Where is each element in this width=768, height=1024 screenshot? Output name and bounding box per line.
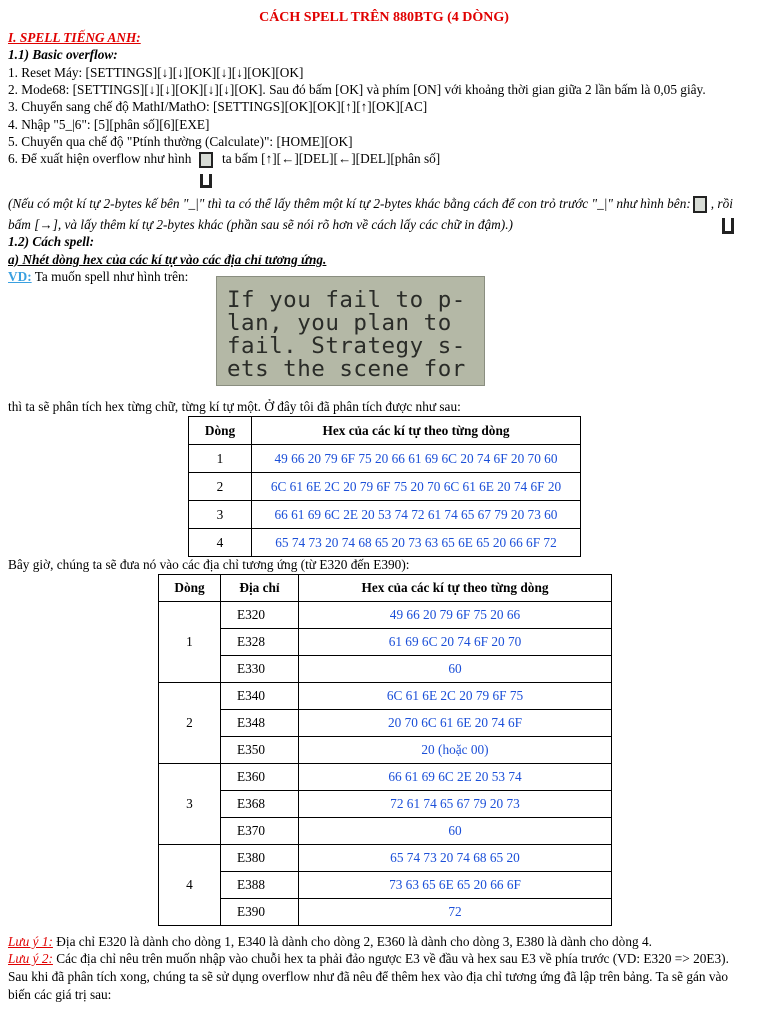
table-cell-dong: 2 (189, 473, 252, 501)
lcd-line-3: fail. Strategy s- (227, 333, 466, 359)
table-cell-hex: 65 74 73 20 74 68 65 20 (299, 845, 612, 872)
table-cell-address: E360 (221, 764, 299, 791)
table-row (189, 445, 581, 473)
note-line-2 (8, 216, 760, 233)
table-row (159, 737, 612, 764)
basic-overflow-heading: 1.1) Basic overflow: (8, 47, 118, 63)
table-header-hex: Hex của các kí tự theo từng dòng (252, 417, 581, 445)
table-header-address: Địa chỉ (221, 575, 299, 602)
table-row (159, 764, 612, 791)
note-2-text: Các địa chỉ nêu trên muốn nhập vào chuỗi hex ta phải đảo ngược E3 về đầu và hex sau E3 về phía trước (VD: E320 => 20E3). (56, 951, 729, 966)
cursor-box-icon (691, 194, 711, 216)
note-1-text: Địa chỉ E320 là dành cho dòng 1, E340 là dành cho dòng 2, E360 là dành cho dòng 3, E380 là dành cho dòng 4. (56, 934, 652, 949)
table-cell-hex: 60 (299, 656, 612, 683)
table-cell-hex: 20 (hoặc 00) (299, 737, 612, 764)
table-cell-address: E330 (221, 656, 299, 683)
table-row (159, 710, 612, 737)
table-cell-hex: 72 (299, 899, 612, 926)
table-cell-address: E350 (221, 737, 299, 764)
lcd-line-2: lan, you plan to (227, 310, 466, 336)
table-cell-hex: 72 61 74 65 67 79 20 73 (299, 791, 612, 818)
table-header-row (159, 575, 612, 602)
step-5: 5. Chuyển qua chế độ "Ptính thường (Calculate)": [HOME][OK] (8, 133, 353, 149)
table-cell-address: E320 (221, 602, 299, 629)
fraction-glyph-icon (719, 216, 739, 238)
final-text-1: Sau khi đã phân tích xong, chúng ta sẽ sử dụng overflow như đã nêu để thêm hex vào địa chỉ tương ứng đã lập trên bảng. Ta sẽ gán vào (8, 969, 729, 984)
table-row (159, 602, 612, 629)
table-cell-address: E380 (221, 845, 299, 872)
note-2-label: Lưu ý 2: (8, 951, 53, 966)
table-cell-dong: 2 (159, 683, 221, 764)
table-cell-address: E390 (221, 899, 299, 926)
table-cell-dong: 4 (189, 529, 252, 557)
table-row (159, 683, 612, 710)
step-6-text-after: ta bấm [↑][←][DEL][←][DEL][phân số] (222, 151, 441, 167)
table-cell-dong: 3 (159, 764, 221, 845)
step-4: 4. Nhập "5_|6": [5][phân số][6][EXE] (8, 116, 210, 132)
table-row (159, 899, 612, 926)
table-row (159, 791, 612, 818)
table-cell-hex: 49 66 20 79 6F 75 20 66 61 69 6C 20 74 6F 20 70 60 (252, 445, 581, 473)
table-cell-hex: 66 61 69 6C 2E 20 53 74 (299, 764, 612, 791)
table-cell-hex: 66 61 69 6C 2E 20 53 74 72 61 74 65 67 79 20 73 60 (252, 501, 581, 529)
table-cell-address: E388 (221, 872, 299, 899)
note-1 (8, 933, 652, 950)
address-hex-table (158, 574, 612, 926)
table-row (159, 872, 612, 899)
table-cell-hex: 73 63 65 6E 65 20 66 6F (299, 872, 612, 899)
table-cell-address: E328 (221, 629, 299, 656)
table-cell-hex: 6C 61 6E 2C 20 79 6F 75 (299, 683, 612, 710)
table-header-dong: Dòng (159, 575, 221, 602)
calculator-lcd-screenshot (216, 276, 485, 386)
lcd-line-4: ets the scene for (227, 356, 466, 382)
table-cell-dong: 1 (189, 445, 252, 473)
table-cell-dong: 1 (159, 602, 221, 683)
table-row (159, 845, 612, 872)
section-heading: I. SPELL TIẾNG ANH: (8, 30, 141, 46)
page-title: CÁCH SPELL TRÊN 880BTG (4 DÒNG) (259, 10, 509, 25)
step-6-text-before: 6. Để xuất hiện overflow như hình (8, 151, 192, 167)
step-2: 2. Mode68: [SETTINGS][↓][↓][OK][↓][↓][OK]. Sau đó bấm [OK] và phím [ON] với khoảng thời gian giữa 2 lần bấm là 0,05 giây. (8, 82, 706, 98)
step-6 (8, 150, 760, 194)
table-cell-hex: 65 74 73 20 74 68 65 20 73 63 65 6E 65 20 66 6F 72 (252, 529, 581, 557)
sub-heading-a: a) Nhét dòng hex của các kí tự vào các địa chỉ tương ứng. (8, 251, 327, 267)
step-1: 1. Reset Máy: [SETTINGS][↓][↓][OK][↓][↓][OK][OK] (8, 64, 304, 80)
overflow-glyph-icon (197, 150, 217, 192)
table-cell-hex: 61 69 6C 20 74 6F 20 70 (299, 629, 612, 656)
table-cell-hex: 60 (299, 818, 612, 845)
vd-text: Ta muốn spell như hình trên: (34, 269, 189, 284)
table-cell-hex: 49 66 20 79 6F 75 20 66 (299, 602, 612, 629)
intro-address-text: Bây giờ, chúng ta sẽ đưa nó vào các địa chỉ tương ứng (từ E320 đến E390): (8, 557, 410, 572)
cach-spell-heading: 1.2) Cách spell: (8, 234, 95, 250)
table-row (159, 629, 612, 656)
table-row (189, 501, 581, 529)
table-cell-dong: 3 (189, 501, 252, 529)
hex-by-line-table (188, 416, 581, 557)
lcd-line-1: If you fail to p- (227, 287, 466, 313)
table-row (159, 818, 612, 845)
note-text-1: (Nếu có một kí tự 2-bytes kế bên "_|" thì ta có thể lấy thêm một kí tự 2-bytes khác bằng cách để con trỏ trước "_|" như hình bên: (8, 196, 691, 212)
table-cell-address: E370 (221, 818, 299, 845)
note-line-1 (8, 194, 760, 216)
step-3: 3. Chuyển sang chế độ MathI/MathO: [SETTINGS][OK][OK][↑][↑][OK][AC] (8, 99, 428, 115)
table-cell-dong: 4 (159, 845, 221, 926)
table-row (189, 529, 581, 557)
table-cell-address: E368 (221, 791, 299, 818)
note-1-label: Lưu ý 1: (8, 934, 53, 949)
table-header-row (189, 417, 581, 445)
table-cell-address: E348 (221, 710, 299, 737)
table-header-dong: Dòng (189, 417, 252, 445)
vd-label: VD: (8, 269, 32, 284)
table-header-hex: Hex của các kí tự theo từng dòng (299, 575, 612, 602)
note-2 (8, 950, 729, 967)
table-row (189, 473, 581, 501)
analysis-text: thì ta sẽ phân tích hex từng chữ, từng kí tự một. Ở đây tôi đã phân tích được như sau: (8, 399, 461, 414)
final-text-2: biến các giá trị sau: (8, 987, 112, 1002)
note-text-2: , rồi (710, 196, 733, 212)
table-cell-hex: 6C 61 6E 2C 20 79 6F 75 20 70 6C 61 6E 20 74 6F 20 (252, 473, 581, 501)
table-cell-address: E340 (221, 683, 299, 710)
note-text-3: bấm [→], và lấy thêm kí tự 2-bytes khác (phần sau sẽ nói rõ hơn về cách lấy các chữ in đậm).) (8, 217, 513, 233)
table-row (159, 656, 612, 683)
table-cell-hex: 20 70 6C 61 6E 20 74 6F (299, 710, 612, 737)
